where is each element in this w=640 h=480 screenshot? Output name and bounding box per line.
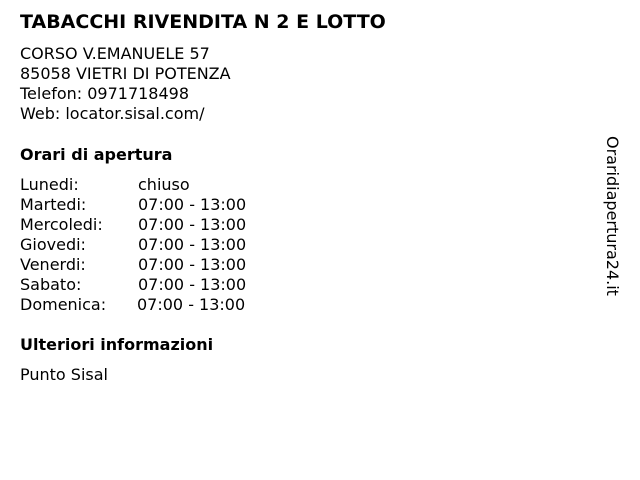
day-label: Giovedi: [20,235,86,254]
address-street: CORSO V.EMANUELE 57 [20,44,210,63]
day-label: Sabato: [20,275,82,294]
opening-hours-heading: Orari di apertura [20,145,173,164]
phone-number[interactable]: Telefon: 0971718498 [20,84,190,103]
store-detail [20,10,580,385]
hours-value: 07:00 - 13:00 [138,195,247,214]
more-info-text: Punto Sisal [20,365,108,384]
hours-value: 07:00 - 13:00 [138,275,247,294]
day-label: Lunedi: [20,175,79,194]
website-link[interactable]: Web: locator.sisal.com/ [20,104,205,123]
site-brand-vertical[interactable]: Oraridiapertura24.it [603,136,622,296]
hours-value: 07:00 - 13:00 [138,235,247,254]
day-label: Venerdi: [20,255,86,274]
day-label: Martedi: [20,195,87,214]
address-city: 85058 VIETRI DI POTENZA [20,64,231,83]
hours-row-sunday [20,295,580,315]
more-info-heading: Ulteriori informazioni [20,335,214,354]
hours-value: chiuso [138,175,190,194]
hours-value: 07:00 - 13:00 [138,215,247,234]
hours-row-thursday [20,235,580,255]
page-title: TABACCHI RIVENDITA N 2 E LOTTO [20,11,386,33]
hours-value: 07:00 - 13:00 [137,295,246,314]
opening-hours-table [20,175,580,315]
contact-block [20,44,580,124]
hours-row-friday [20,255,580,275]
day-label: Mercoledi: [20,215,103,234]
hours-row-tuesday [20,195,580,215]
hours-row-monday [20,175,580,195]
hours-row-saturday [20,275,580,295]
day-label: Domenica: [20,295,107,314]
hours-row-wednesday [20,215,580,235]
hours-value: 07:00 - 13:00 [138,255,247,274]
